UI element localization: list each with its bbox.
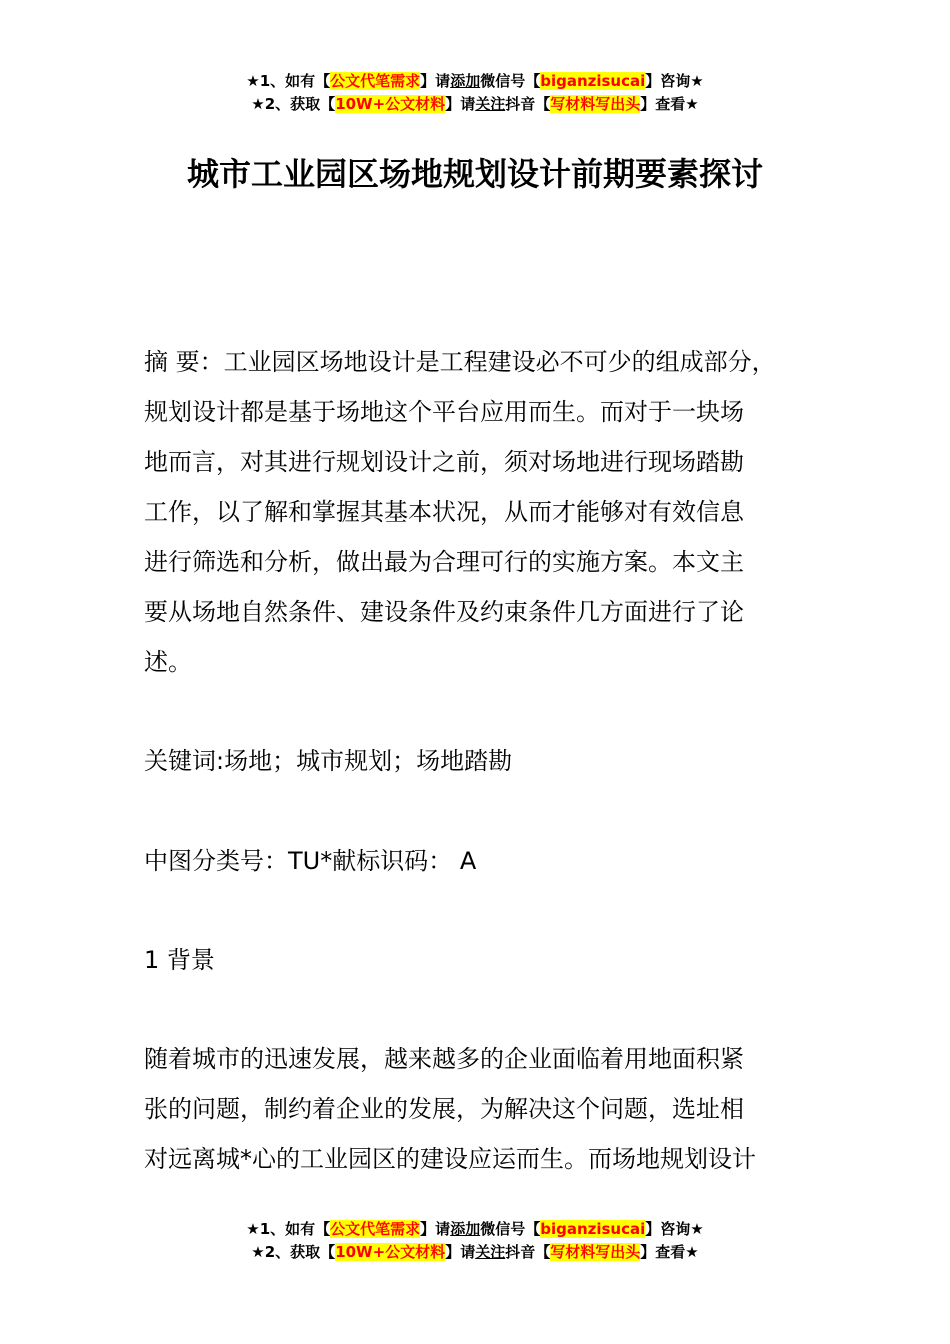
banner-text: 】请 [445, 1243, 476, 1261]
banner-text: 】咨询★ [645, 72, 704, 90]
banner-highlight: 写材料写出头 [550, 1243, 641, 1261]
banner-text: ★2、获取【 [251, 95, 336, 113]
document-title: 城市工业园区场地规划设计前期要素探讨 [186, 155, 763, 193]
banner-text: 微信号【 [480, 1220, 541, 1238]
banner-highlight: 10W+公文材料 [335, 95, 446, 113]
abstract-line: 规划设计都是基于场地这个平台应用而生。而对于一块场 [144, 398, 744, 426]
banner-line-1 [0, 1218, 950, 1241]
banner-text: 】咨询★ [645, 1220, 704, 1238]
section-heading: 1 背景 [144, 946, 215, 974]
banner-text: 微信号【 [480, 72, 541, 90]
banner-line-2 [0, 1241, 950, 1264]
abstract-line: 摘 要：工业园区场地设计是工程建设必不可少的组成部分， [144, 348, 776, 376]
body-line: 张的问题，制约着企业的发展，为解决这个问题，选址相 [144, 1095, 744, 1123]
banner-text: 】请 [445, 95, 476, 113]
banner-highlight: 公文代笔需求 [330, 72, 421, 90]
abstract [144, 337, 834, 687]
abstract-line: 要从场地自然条件、建设条件及约束条件几方面进行了论 [144, 598, 744, 626]
banner-text: 】请 [420, 1220, 451, 1238]
banner-highlight: biganzisucai [540, 1220, 646, 1238]
banner-text: ★2、获取【 [251, 1243, 336, 1261]
banner-highlight: biganzisucai [540, 72, 646, 90]
section-body [144, 1034, 834, 1184]
body-line: 随着城市的迅速发展，越来越多的企业面临着用地面积紧 [144, 1045, 744, 1073]
banner-underlined-text: 关注 [475, 1243, 506, 1261]
banner-text: 抖音【 [505, 1243, 551, 1261]
banner-highlight: 10W+公文材料 [335, 1243, 446, 1261]
banner-text: 】查看★ [640, 1243, 699, 1261]
banner-line-2 [0, 93, 950, 116]
abstract-line: 进行筛选和分析，做出最为合理可行的实施方案。本文主 [144, 548, 744, 576]
banner-text: ★1、如有【 [246, 72, 331, 90]
abstract-line: 述。 [144, 648, 192, 676]
abstract-line: 地而言，对其进行规划设计之前，须对场地进行现场踏勘 [144, 448, 744, 476]
body-line: 对远离城*心的工业园区的建设应运而生。而场地规划设计 [144, 1145, 756, 1173]
header-banner [0, 70, 950, 116]
banner-underlined-text: 关注 [475, 95, 506, 113]
banner-text: 】请 [420, 72, 451, 90]
banner-highlight: 写材料写出头 [550, 95, 641, 113]
footer-banner [0, 1218, 950, 1264]
classification-code: 中图分类号：TU*献标识码： A [144, 847, 477, 875]
banner-text: 】查看★ [640, 95, 699, 113]
banner-text: ★1、如有【 [246, 1220, 331, 1238]
banner-text: 抖音【 [505, 95, 551, 113]
keywords: 关键词:场地；城市规划；场地踏勘 [144, 747, 513, 775]
banner-underlined-text: 添加 [450, 72, 481, 90]
banner-highlight: 公文代笔需求 [330, 1220, 421, 1238]
abstract-line: 工作，以了解和掌握其基本状况，从而才能够对有效信息 [144, 498, 744, 526]
banner-line-1 [0, 70, 950, 93]
banner-underlined-text: 添加 [450, 1220, 481, 1238]
